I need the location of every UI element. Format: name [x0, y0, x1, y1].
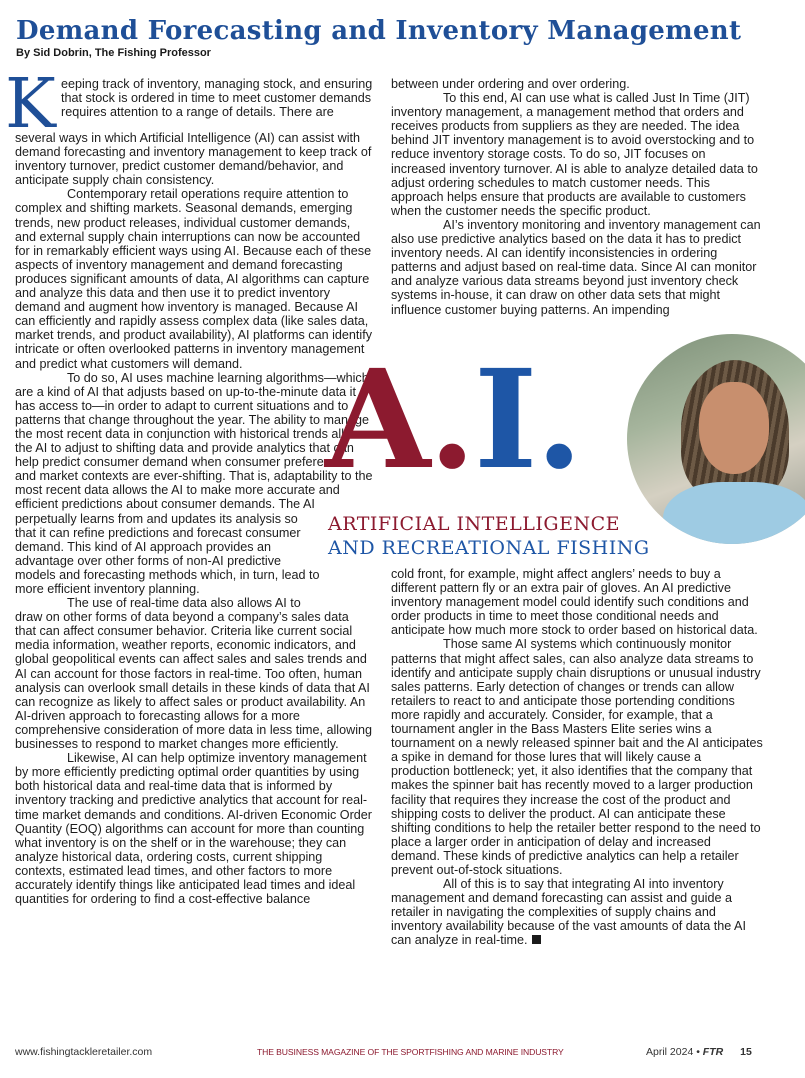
paragraph: To this end, AI can use what is called Just In Time (JIT) inventory management, a management method that orders and receives products from suppliers as they are needed. The idea behind JIT inventory management is to avoid overstocking and to reduce inventory storage costs. To do so, JIT focuses on increased inventory turnover. AI is able to analyze detailed data to adjust ordering schedules to match customer needs. This approach helps ensure that products are available to customers when the customer needs the specific product. — [391, 91, 758, 218]
paragraph-text: All of this is to say that integrating AI into inventory management and demand forecasting can assist and guide a retailer in navigating the complexities of supply chains and inventory availability because of the vast amounts of data the AI can analyze in real-time. — [391, 877, 746, 948]
paragraph: between under ordering and over ordering. — [391, 77, 630, 91]
magazine-name: FTR — [702, 1046, 724, 1058]
drop-cap: K — [5, 65, 56, 144]
footer-website[interactable]: www.fishingtackleretailer.com — [15, 1046, 153, 1058]
paragraph: The use of real-time data also allows AI to draw on other forms of data beyond a company’s sales data that can affect consumer behavior. Criteria like current social media information, weather reports, economic indicators, and global geopolitical events can affect sales and sales trends and AI can account for those factors in real-time. Too often, human analysis can overlook small details in these kinds of data that AI can recognize as likely to affect sales or product availability. An AI-driven approach to forecasting allows for a more comprehensive consideration of more data in less time, allowing businesses to respond to market changes more efficiently. — [15, 596, 373, 752]
paragraph — [391, 877, 763, 947]
article-title: Demand Forecasting and Inventory Management — [16, 16, 742, 46]
author-portrait — [627, 334, 805, 544]
portrait-face — [699, 382, 769, 474]
issue-date: April 2024 • — [646, 1046, 700, 1058]
paragraph: Contemporary retail operations require attention to complex and shifting markets. Seasonal demands, emerging trends, new product releases, individual customer demands, and external supply chain interruptions can now be accounted for in remarkably efficient ways using AI. Because each of these aspects of inventory management and demand forecasting produces significant amounts of data, AI algorithms can capture and analyze this data and then use it to predict inventory demand and augment how inventory is managed. Because AI can efficiently and rapidly assess complex data (like sales data, market trends, and product availability), AI platforms can identify intricate or often overlooked patterns in inventory management and predict what customers will demand. — [15, 187, 372, 371]
right-column-top — [391, 77, 763, 317]
ai-dot-1: . — [428, 340, 474, 500]
portrait-shirt — [663, 482, 805, 544]
paragraph: To do so, AI uses machine learning algorithms—which are a kind of AI that adjusts based on up-to-the-minute data it has access to—in order to adapt to current situations and to patterns that change throughout the year. The ability to manage the most recent data in conjunction with historical trends allows the AI to adjust to shifting data and provide analytics that can help predict consumer demand when consumer preferences and market contexts are ever-shifting. That is, adaptability to the most recent data allows the AI to make more accurate and efficient predictions about consumer demands. The AI perpetually learns from and updates its analysis so that it can refine predictions and forecast consumer demand. This kind of AI approach provides an advantage over other forms of non-AI predictive models and forecasting methods which, in turn, lead to more efficient inventory planning. — [15, 370, 373, 596]
paragraph: eeping track of inventory, managing stock, and ensuring that stock is ordered in time to meet customer demands requires attention to a range of details. There are several ways in which Artificial Intelligence (AI) can assist with demand forecasting and inventory management to keep track of inventory turnover, predict customer demand/behavior, and anticipate supply chain consistency. — [15, 77, 373, 188]
paragraph: cold front, for example, might affect anglers’ needs to buy a different pattern fly or an extra pair of gloves. An AI predictive inventory management model could identify such conditions and order products in time to meet those conditional needs and anticipate how much more stock to order based on historical data. — [391, 567, 758, 638]
ai-graphic — [325, 340, 645, 500]
footer-tagline: THE BUSINESS MAGAZINE OF THE SPORTFISHING AND MARINE INDUSTRY — [257, 1047, 564, 1057]
ai-letter-i: I — [473, 340, 536, 500]
right-column-bottom — [391, 567, 763, 948]
ai-letter-a: A — [325, 340, 429, 500]
left-column — [5, 65, 373, 907]
footer-issue — [646, 1046, 752, 1058]
paragraph: Likewise, AI can help optimize inventory management by more efficiently predicting optimal order quantities by using both historical data and real-time data that is informed by inventory tracking and predictive analytics that account for real-time market demands and conditions. AI-driven Economic Order Quantity (EOQ) algorithms can account for more than counting what inventory is on the shelf or in the warehouse; they can analyze historical data, ordering costs, current shipping contexts, estimated lead times, and other factors to more accurately identify things like anticipated lead times and ideal quantities for ordering to find a cost-effective balance — [15, 751, 372, 907]
ai-dot-2: . — [535, 340, 581, 500]
graphic-subtitle-line1: ARTIFICIAL INTELLIGENCE — [328, 513, 620, 535]
end-mark-icon — [532, 935, 541, 944]
byline: By Sid Dobrin, The Fishing Professor — [16, 47, 211, 59]
graphic-subtitle-line2: AND RECREATIONAL FISHING — [328, 537, 650, 559]
paragraph: Those same AI systems which continuously monitor patterns that might affect sales, can also analyze data streams to identify and anticipate supply chain disruptions or unusual industry sales patterns. Early detection of changes or trends can allow retailers to react to and anticipate those portending conditions more rapidly and accurately. Consider, for example, that a tournament angler in the Bass Masters Elite series wins a tournament on a newly released spinner bait and the AI anticipates a spike in demand for those lures that will likely cause a production bottleneck; yet, it also identifies that the company that makes the spinner bait has recently moved to a larger production facility that requires they increase the cost of the product and shipping costs to deliver the product. AI can anticipate these shifting conditions to help the retailer better respond to the need to place a larger order in anticipation of delay and increased demand. These kinds of predictive analytics can help a retailer prevent out-of-stock situations. — [391, 637, 763, 877]
page-number: 15 — [740, 1046, 752, 1058]
paragraph: AI’s inventory monitoring and inventory management can also use predictive analytics based on the data it has to predict inventory needs. AI can identify inconsistencies in ordering patterns and adjust based on real-time data. Since AI can monitor and analyze various data streams beyond just inventory check systems in-house, it can draw on other data sets that might influence customer buying patterns. An impending — [391, 217, 761, 317]
